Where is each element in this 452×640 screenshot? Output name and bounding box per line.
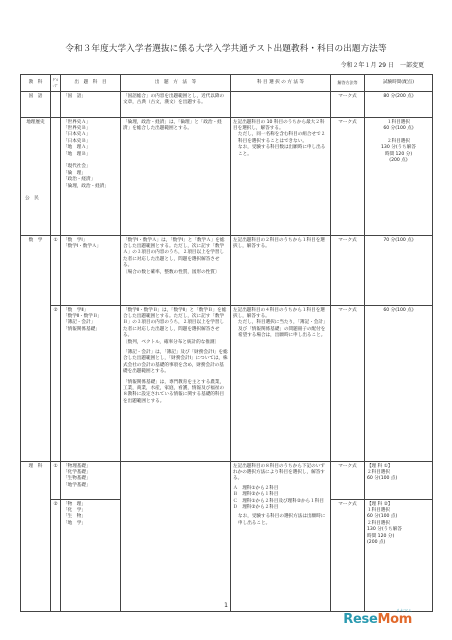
header-time: 試験時間(配点) [365,75,433,92]
answer-cell: マーク式 [331,306,365,462]
table-row [21,118,433,236]
table-row [21,92,433,118]
header-course: 出 題 科 目 [61,75,121,92]
exam-subjects-table [20,74,433,612]
header-method: 出 題 方 法 等 [121,75,231,92]
table-header-row [21,75,433,92]
selection-cell: 左記出題科目の 10 科目のうちから最大２科目を選択し，解答する。 ただし，同一名称を含む科目の組合せで２科目を選択することはできない。 なお，受験する科目数は出願時に申し出ること。 [231,118,331,236]
list-item: 「地 理Ｂ」 [63,151,91,157]
course-cell: 「物理基礎」 「化学基礎」 「生物基礎」 「地学基礎」 [61,462,121,500]
table-row [21,462,433,500]
time-cell: 70 分(100 点) [365,236,433,306]
course-cell: 「数 学Ⅰ」 「数学Ⅰ・数学Ａ」 [61,236,121,306]
time-cell: 【理 科 ②】 １科目選択 60 分(100 点) ２科目選択 130 分(うち解答 時間 120 分) (200 点) [365,500,433,612]
subject-cell: 公 民 [25,196,39,201]
header-selection: 科 目 選 択 の 方 法 等 [231,75,331,92]
header-subject: 教 科 [21,75,51,92]
list-item: 「日本史Ｂ」 [63,138,91,144]
time-cell: 【理 科 ①】 ２科目選択 60 分(100 点) [365,462,433,500]
answer-cell: マーク式 [331,236,365,306]
list-item: 「倫理，政治・経済」 [63,183,109,189]
time-cell: １科目選択 60 分(100 点) ２科目選択 130 分(うち解答 時間 120 分) (200 点) [365,118,433,236]
answer-cell: マーク式 [331,500,365,612]
list-item: 「地 理Ａ」 [63,145,91,151]
resemom-logo: ReseMom [343,612,412,627]
subject-cell: 国 語 [21,92,51,118]
list-item: 「日本史Ａ」 [63,132,91,138]
course-cell: 「物 理」 「化 学」 「生 物」 「地 学」 [61,500,121,612]
page-number: 1 [224,602,228,609]
selection-cell: 左記出題科目の８科目のうちから下記のいずれかの選択方法により科目を選択し，解答する。 Ａ 理科①から２科目 Ｂ 理科②から１科目 Ｃ 理科①から２科目及び理科②から１科目 Ｄ 理科②から２科目 なお，受験する科目の選択方法は出願時に申し出ること。 [231,462,331,612]
list-item: 「倫 理」 [63,170,86,176]
group-cell: ② [51,306,61,462]
list-item: 「現代社会」 [63,164,91,170]
table-row [21,236,433,306]
table-row [21,306,433,462]
header-group: ｸﾞﾙｰﾌﾟ [51,75,61,92]
subject-cell: 数 学 [21,236,51,462]
revision-date: 令和２年１月 29 日 一部変更 [340,62,424,69]
list-item: 「世界史Ａ」 [63,119,91,125]
course-cell: 「数 学Ⅱ」 「数学Ⅱ・数学Ｂ」 「簿記・会計」 「情報関係基礎」 [61,306,121,462]
logo-subtitle: リセマム [396,608,412,613]
subject-cell: 地理歴史 [26,119,45,125]
group-cell: ① [51,236,61,306]
header-answer: 解答方法等 [331,75,365,92]
group-cell: ① [51,462,61,500]
answer-cell: マーク式 [331,92,365,118]
document-title: 令和３年度大学入学者選抜に係る大学入学共通テスト出題教科・科目の出題方法等 [65,44,387,54]
time-cell: 60 分(100 点) [365,306,433,462]
group-cell: ② [51,500,61,612]
selection-cell: 左記出題科目の４科目のうちから１科目を選択し，解答する。 ただし，科目選択に当たり，「簿記・会計」及び「情報関係基礎」の問題冊子の配付を希望する場合は，出願時に申し出ること。 [231,306,331,462]
method-cell: 「数学Ⅱ・数学Ｂ」は，「数学Ⅱ」と「数学Ｂ」を総合した出題範囲とする。ただし，次に記す「数学Ｂ」の３項目の内容のうち，２項目以上を学習した者に対応した出題とし，問題を選択解答させる。 〔数列，ベクトル，確率分布と統計的な推測〕 「簿記・会計」は，「簿記」及び「財務会計Ⅰ」を総合した出題範囲とし，「財務会計Ⅰ」については，株式会社の会計の基礎的事項を含め，財務会計の基礎を出題範囲とする。 「情報関係基礎」は，専門教育を主とする農業，工業，商業，水産，家庭，看護，情報及び福祉の８教科に設定されている情報に関する基礎的科目を出題範囲とする。 [121,306,231,462]
method-cell: 「倫理，政治・経済」は，「倫理」と「政治・経済」を総合した出題範囲とする。 [121,118,231,236]
list-item: 「世界史Ｂ」 [63,125,91,131]
answer-cell: マーク式 [331,118,365,236]
subject-cell: 理 科 [21,462,51,612]
answer-cell: マーク式 [331,462,365,500]
course-cell: 「国 語」 [61,92,121,118]
method-cell: 「数学Ⅰ・数学Ａ」は，「数学Ⅰ」と「数学Ａ」を総合した出題範囲とする。ただし，次に記す「数学Ａ」の３項目の内容のうち，２項目以上を学習した者に対応した出題とし，問題を選択解答させる。 〔場合の数と確率，整数の性質，図形の性質〕 [121,236,231,306]
course-cell [61,118,121,236]
list-item: 「政治・経済」 [63,177,96,183]
time-cell: 80 分(200 点) [365,92,433,118]
method-cell: 「国語総合」の内容を出題範囲とし，近代以降の文章，古典（古文，漢文）を出題する。 [121,92,231,118]
selection-cell: 左記出題科目の２科目のうちから１科目を選択し，解答する。 [231,236,331,306]
